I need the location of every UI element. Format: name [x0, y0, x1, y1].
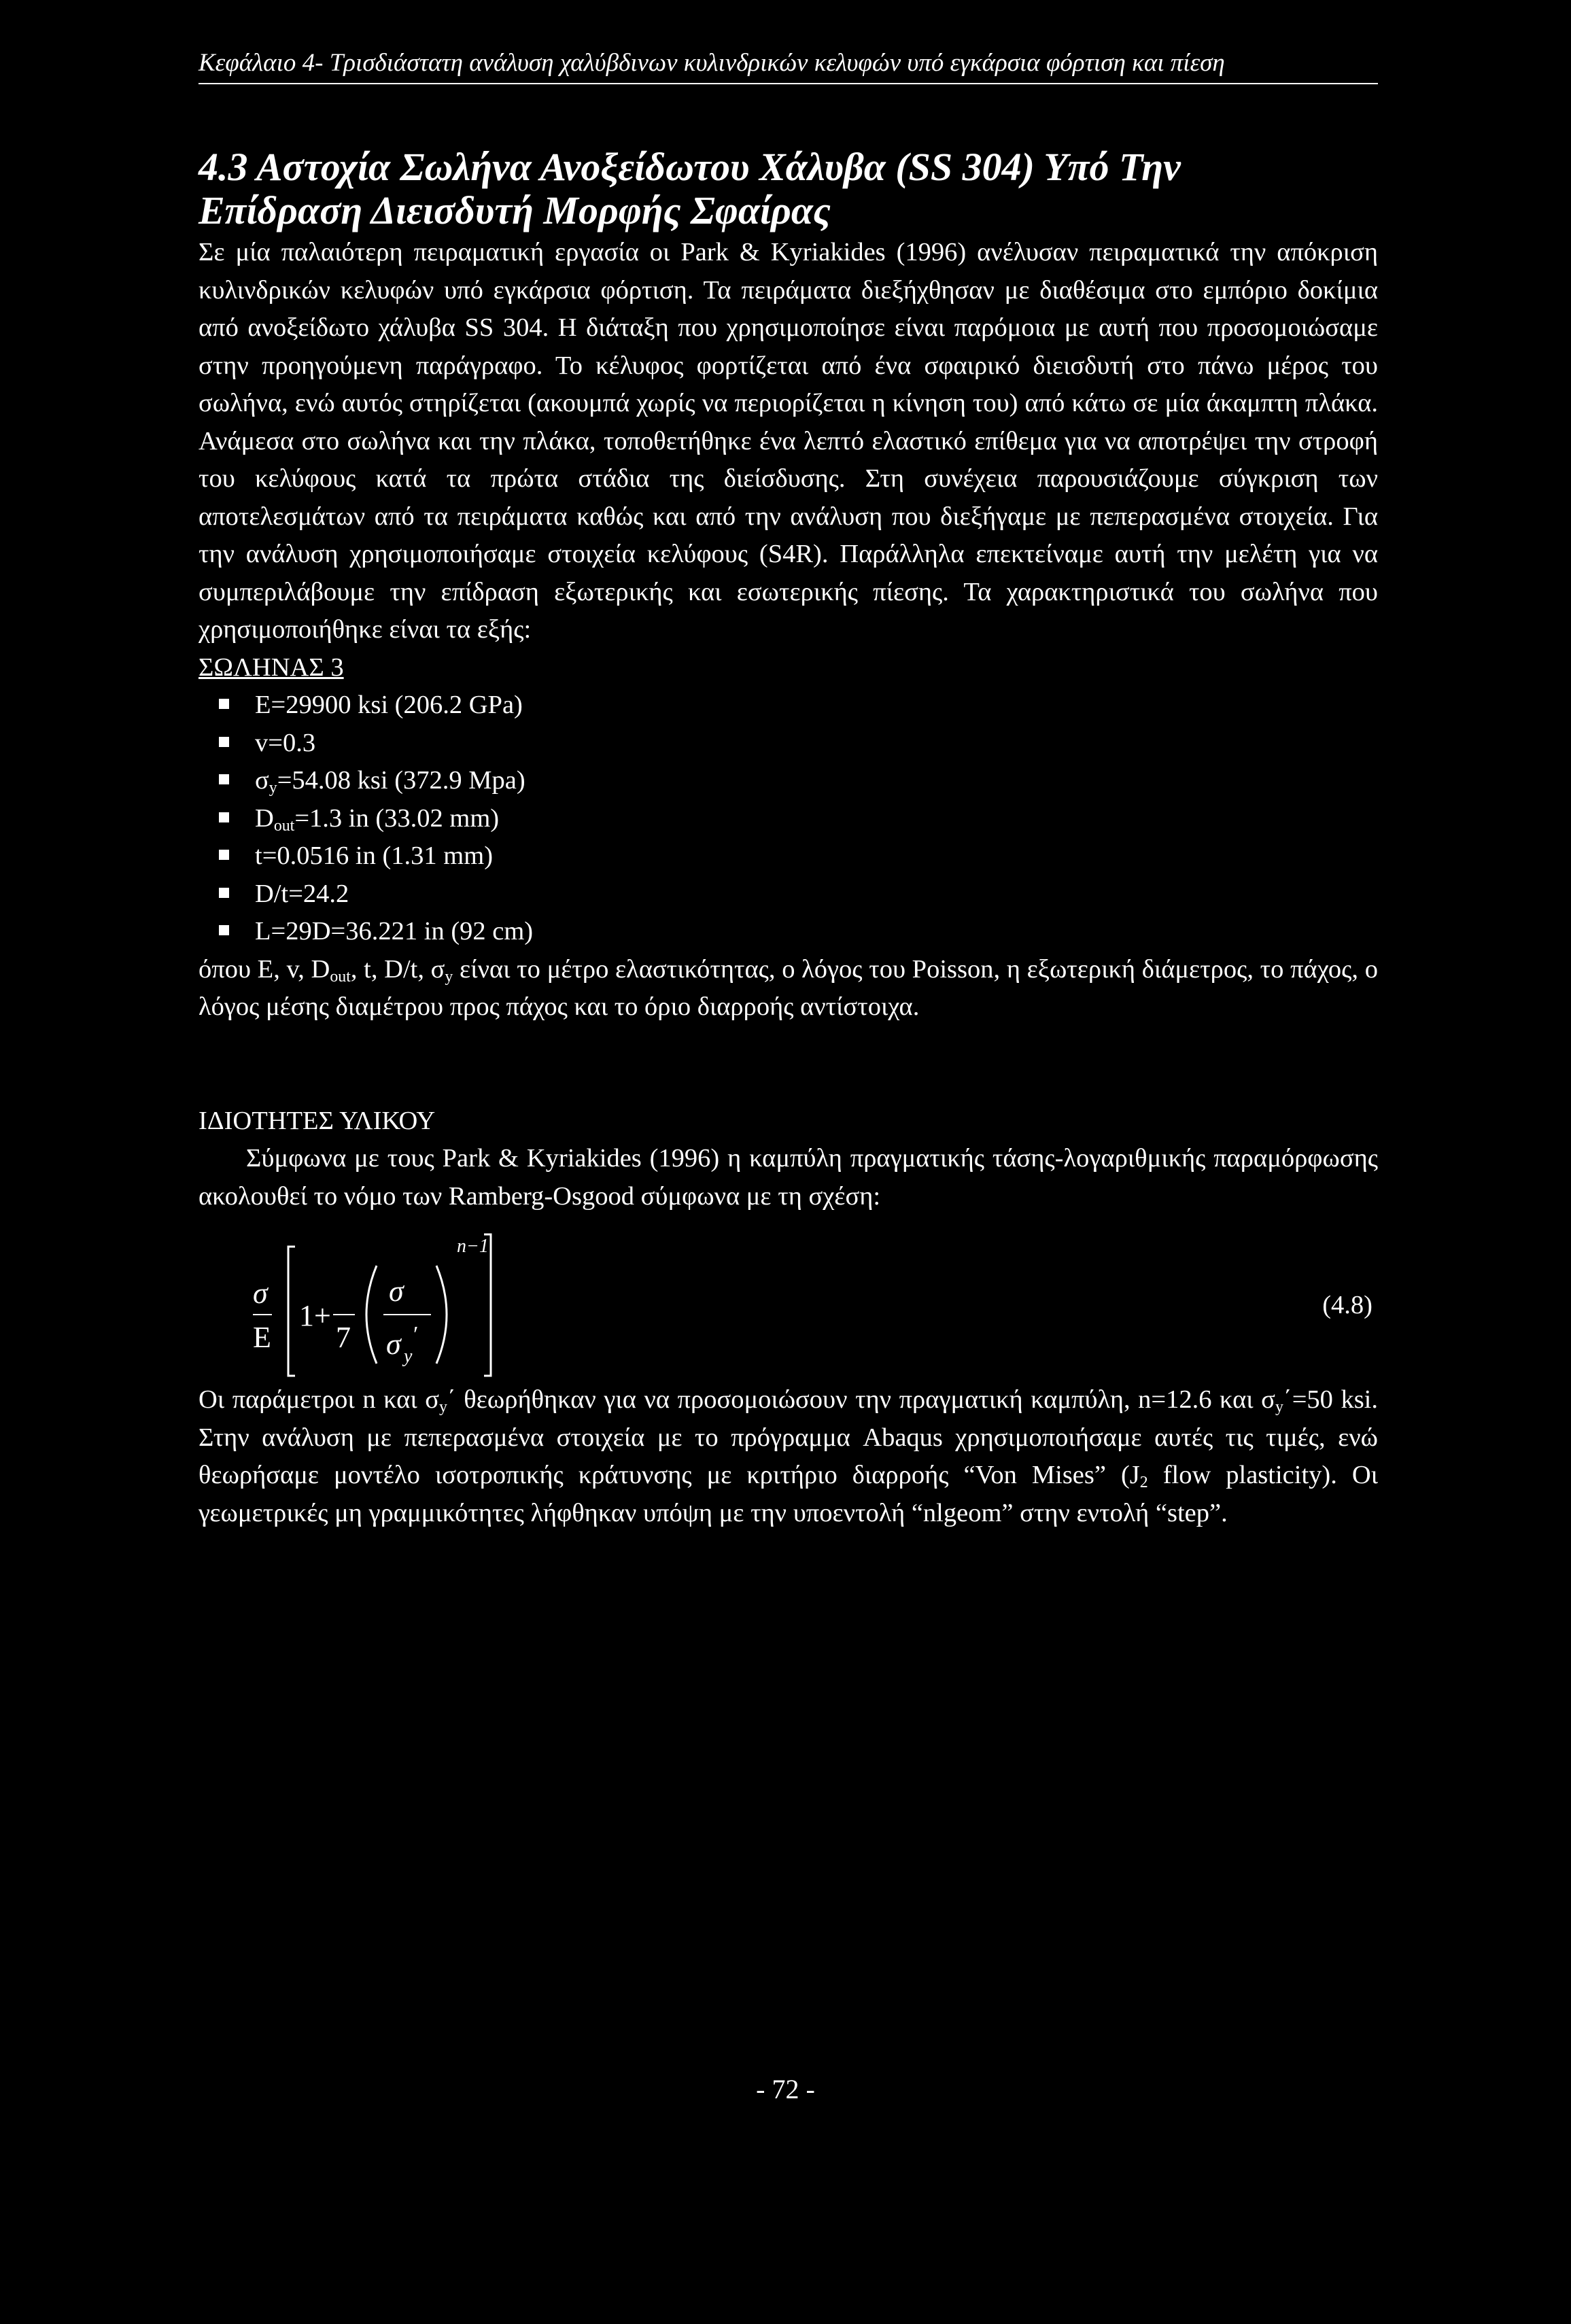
left-paren-icon: [366, 1266, 377, 1364]
eq-exponent: n−1: [457, 1236, 489, 1257]
left-bracket-icon: [288, 1247, 295, 1376]
property-list: [198, 687, 1378, 951]
bullet-square-icon: [219, 850, 229, 860]
page-body: [198, 145, 1378, 1532]
bullet-square-icon: [219, 737, 229, 747]
bullet-square-icon: [219, 888, 229, 898]
parameters-subscript: 2: [1139, 1473, 1148, 1491]
parameters-text: ΄=50 ksi. Στην ανάλυση με πεπερασμένα στοιχεία με το πρόγραμμα Abaqus χρησιμοποιήσαμε αυτές τις τιμές, ενώ θεωρήσαμε μοντέλο ισοτροπικής κράτυνσης με κριτήριο διαρροής “Von Mises” (J: [198, 1385, 1379, 1489]
bullet-square-icon: [219, 925, 229, 935]
eq-fraction-prime: ′: [413, 1322, 419, 1347]
eq-fraction-denominator-sub: y: [404, 1346, 413, 1367]
material-heading: ΙΔΙΟΤΗΤΕΣ ΥΛΙΚΟΥ: [198, 1106, 436, 1135]
parameters-text: Οι παράμετροι n και σ: [198, 1385, 440, 1414]
page-number: - 72 -: [756, 2074, 815, 2104]
right-paren-icon: [436, 1266, 447, 1364]
property-text: t=0.0516 in (1.31 mm): [255, 842, 494, 870]
property-text: E=29900 ksi (206.2 GPa): [255, 691, 523, 719]
parameters-text: flow plasticity). Οι γεωμετρικές μη γραμμικότητες λήφθηκαν υπόψη με την υποεντολή “nlgeom” στην εντολή “step”.: [198, 1461, 1378, 1527]
property-symbol: σ: [255, 766, 269, 795]
definitions-paragraph: [198, 951, 1378, 1026]
property-symbol: D: [255, 803, 274, 833]
property-item-poisson: [198, 725, 1378, 763]
intro-paragraph: Σε μία παλαιότερη πειραματική εργασία οι Park & Kyriakides (1996) ανέλυσαν πειραματικά την απόκριση κυλινδρικών κελυφών υπό εγκάρσια φόρτιση. Τα πειράματα διεξήχθησαν με διαθέσιμα στο εμπόριο δοκίμια από ανοξείδωτο χάλυβα SS 304. Η διάταξη που χρησιμοποίησε είναι παρόμοια με αυτή που προσομοιώσαμε στην προηγούμενη παράγραφο. Το κέλυφος φορτίζεται από ένα σφαιρικό διεισδυτή στο πάνω μέρος του σωλήνα, ενώ αυτός στηρίζεται (ακουμπά χωρίς να περιορίζεται η κίνηση του) από κάτω σε μία άκαμπτη πλάκα. Ανάμεσα στο σωλήνα και την πλάκα, τοποθετήθηκε ένα λεπτό ελαστικό επίθεμα για να αποτρέψει την στροφή του κελύφους κατά τα πρώτα στάδια της διείσδυσης. Στη συνέχεια παρουσιάζουμε σύγκριση των αποτελεσμάτων από τα πειράματα καθώς και από την ανάλυση που διεξήγαμε με πεπερασμένα στοιχεία. Για την ανάλυση χρησιμοποιήσαμε στοιχεία κελύφους (S4R). Παράλληλα επεκτείναμε αυτή την μελέτη για να συμπεριλάβουμε την επίδραση εξωτερικής και εσωτερικής πίεσης. Τα χαρακτηριστικά του σωλήνα που χρησιμοποιήθηκε είναι τα εξής:: [198, 238, 1378, 644]
property-item-thickness: [198, 837, 1378, 875]
eq-lhs-numerator: σ: [253, 1277, 268, 1310]
property-text: D/t=24.2: [255, 879, 349, 908]
property-text: =1.3 in (33.02 mm): [294, 803, 500, 833]
definition-subscript: y: [445, 967, 453, 986]
property-text: v=0.3: [255, 728, 316, 757]
property-item-length: [198, 913, 1378, 951]
equation-number: (4.8): [1322, 1291, 1373, 1319]
property-item-diameter-ratio: [198, 875, 1378, 914]
section-title-line2: Επίδραση Διεισδυτή Μορφής Σφαίρας: [198, 188, 831, 232]
parameters-subscript: y: [1275, 1398, 1283, 1416]
definition-text: , t, D/t, σ: [350, 954, 445, 984]
eq-lhs-denominator: E: [253, 1321, 271, 1354]
property-item-modulus: [198, 687, 1378, 725]
property-subscript: out: [273, 816, 295, 835]
bullet-square-icon: [219, 812, 229, 822]
property-item-yield: [198, 762, 1378, 800]
equation-block: [198, 1225, 1378, 1381]
property-subscript: y: [269, 778, 277, 797]
material-paragraph: Σύμφωνα με τους Park & Kyriakides (1996) η καμπύλη πραγματικής τάσης-λογαριθμικής παραμόρφωσης ακολουθεί το νόμο των Ramberg-Osgood σύμφωνα με τη σχέση:: [198, 1144, 1378, 1211]
eq-fraction-numerator: σ: [389, 1274, 404, 1308]
bullet-square-icon: [219, 774, 229, 784]
eq-coefficient-denominator: 7: [336, 1321, 351, 1354]
property-text: L=29D=36.221 in (92 cm): [255, 917, 534, 946]
definition-text: είναι το μέτρο ελαστικότητας, ο λόγος του Poisson, η εξωτερική διάμετρος, το πάχος, ο λόγος μέσης διαμέτρου προς πάχος και το όριο διαρροής αντίστοιχα.: [198, 954, 1378, 1021]
definition-text: όπου E, v, D: [198, 954, 330, 984]
parameters-subscript: y: [439, 1398, 447, 1416]
pipe-heading: ΣΩΛΗΝΑΣ 3: [198, 653, 344, 682]
parameters-text: ΄ θεωρήθηκαν για να προσομοιώσουν την πραγματική καμπύλη, n=12.6 και σ: [447, 1385, 1275, 1414]
ramberg-osgood-equation: [253, 1225, 729, 1381]
section-title-line1: 4.3 Αστοχία Σωλήνα Ανοξείδωτου Χάλυβα (SS 304) Υπό Την: [198, 145, 1181, 189]
eq-fraction-denominator: σ: [386, 1328, 401, 1361]
property-item-outer-diameter: [198, 800, 1378, 838]
bullet-square-icon: [219, 699, 229, 709]
eq-one-plus: 1+: [299, 1299, 331, 1332]
parameters-paragraph: [198, 1381, 1378, 1532]
property-text: =54.08 ksi (372.9 Mpa): [277, 766, 525, 795]
definition-subscript: out: [330, 967, 351, 986]
running-header: Κεφάλαιο 4- Τρισδιάστατη ανάλυση χαλύβδινων κυλινδρικών κελυφών υπό εγκάρσια φόρτιση και πίεση: [198, 48, 1378, 84]
